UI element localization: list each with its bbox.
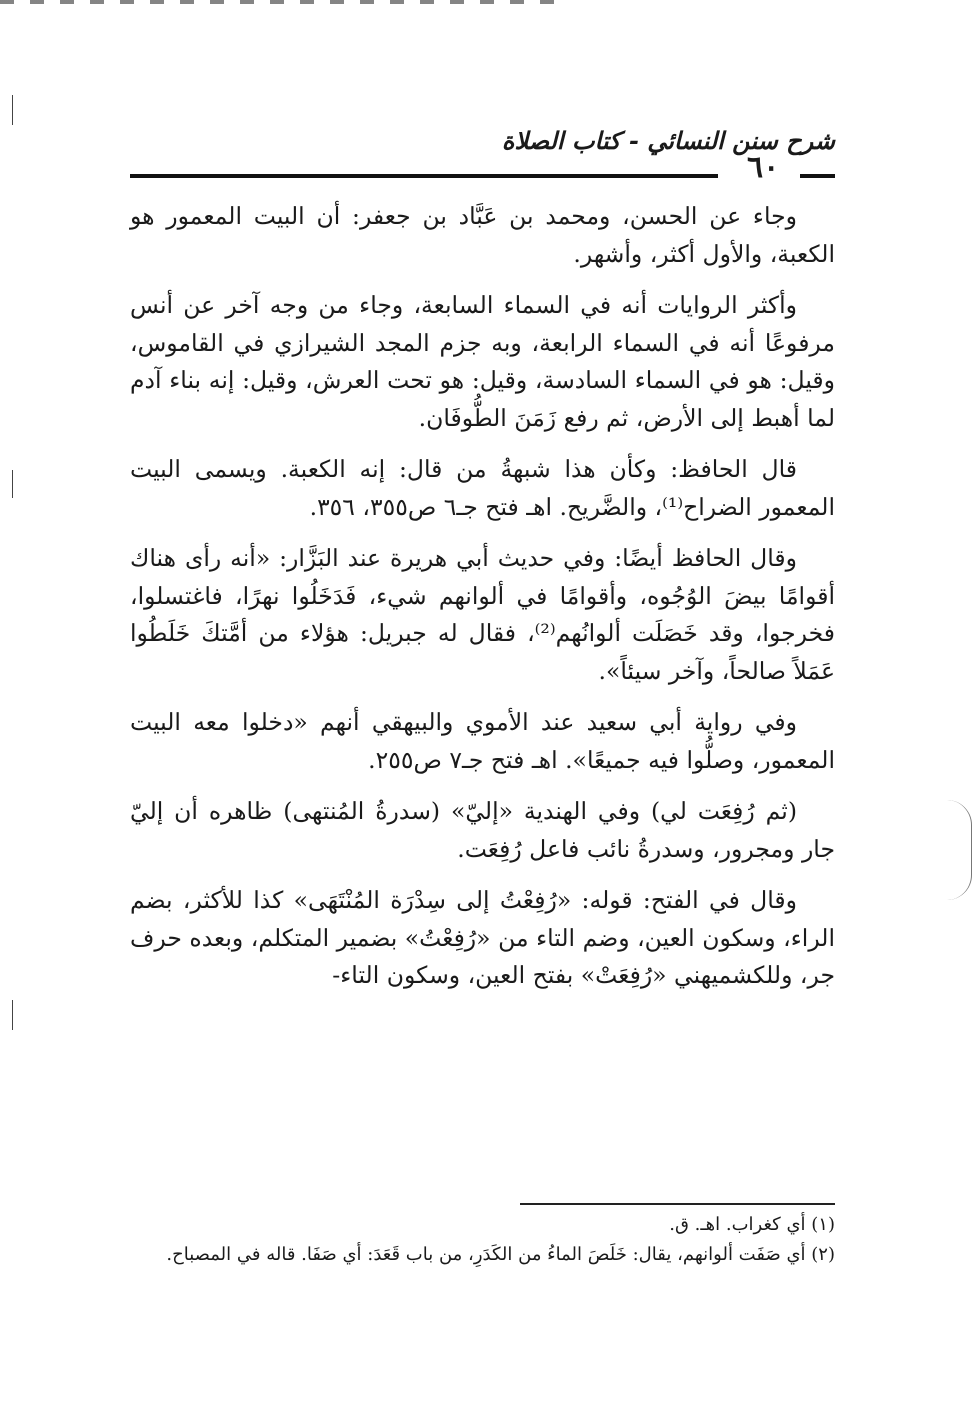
main-text <box>130 198 835 1009</box>
header-rule <box>130 174 718 178</box>
footnote: (١) أي كغراب. اهـ. ق. <box>669 1214 835 1235</box>
footnote-separator <box>520 1203 835 1205</box>
left-margin-mark <box>12 470 13 498</box>
page-header <box>130 126 835 186</box>
top-crop-marks <box>0 0 560 4</box>
paragraph: وأكثر الروايات أنه في السماء السابعة، وجاء من وجه آخر عن أنس مرفوعًا أنه في السماء الرابعة، وبه جزم المجد الشيرازي في القاموس، وقيل: هو في السماء السادسة، وقيل: هو تحت العرش، وقيل: إنه بناء آدم لما أهبط إلى الأرض، ثم رفع زَمَنَ الطُّوفَان. <box>130 291 835 432</box>
paragraph: وجاء عن الحسن، ومحمد بن عَبَّاد بن جعفر: أن البيت المعمور هو الكعبة، والأول أكثر، وأشهر. <box>130 202 835 268</box>
left-margin-mark <box>12 95 13 125</box>
running-title: شرح سنن النسائي - كتاب الصلاة <box>501 126 835 155</box>
paragraph: قال الحافظ: وكأن هذا شبهةُ من قال: إنه الكعبة. ويسمى البيت المعمور الضراح⁽¹⁾، والضَّريح. اهـ فتح جـ٦ ص٣٥٥، ٣٥٦. <box>130 455 835 521</box>
footnotes <box>130 1210 835 1270</box>
paragraph: وقال في الفتح: قوله: «رُفِعْتُ إلى سِدْرَة المُنْتَهَى» كذا للأكثر، بضم الراء، وسكون العين، وضم التاء من «رُفِعْتُ» بضمير المتكلم، وبعده حرف جر، وللكشميهني «رُفِعَتْ» بفتح العين، وسكون التاء- <box>130 886 835 989</box>
page-number-underline <box>800 174 835 178</box>
paragraph: وفي رواية أبي سعيد عند الأموي والبيهقي أنهم «دخلوا معه البيت المعمور، وصلُّوا فيه جميعًا». اهـ فتح جـ٧ ص٢٥٥. <box>130 708 835 774</box>
margin-bracket <box>947 800 972 900</box>
left-margin-mark <box>12 1000 13 1030</box>
paragraph: (ثم رُفِعَت لي) وفي الهندية «إليّ» (سدرةُ المُنتهى) ظاهره أن إليّ جار ومجرور، وسدرةُ نائب فاعل رُفِعَت. <box>130 797 835 863</box>
footnote: (٢) أي صَفَت ألوانهم، يقال: خَلَصَ الماءُ من الكَدَرِ، من باب قَعَدَ: أي صَفَا. قاله في المصباح. <box>166 1244 835 1265</box>
paragraph: وقال الحافظ أيضًا: وفي حديث أبي هريرة عند البَزَّار: «أنه رأى هناك أقوامًا بيضَ الوُجُوه، وأقوامًا في ألوانهم شيء، فَدَخَلُوا نهرًا، فاغتسلوا، فخرجوا، وقد خَصَلَت ألوانُهم⁽²⁾، فقال له جبريل: هؤلاء من أمَّتكَ خَلَطُوا عَمَلاً صالحاً، وآخر سيئاً». <box>130 544 835 685</box>
page-number: ٦٠ <box>747 150 780 185</box>
